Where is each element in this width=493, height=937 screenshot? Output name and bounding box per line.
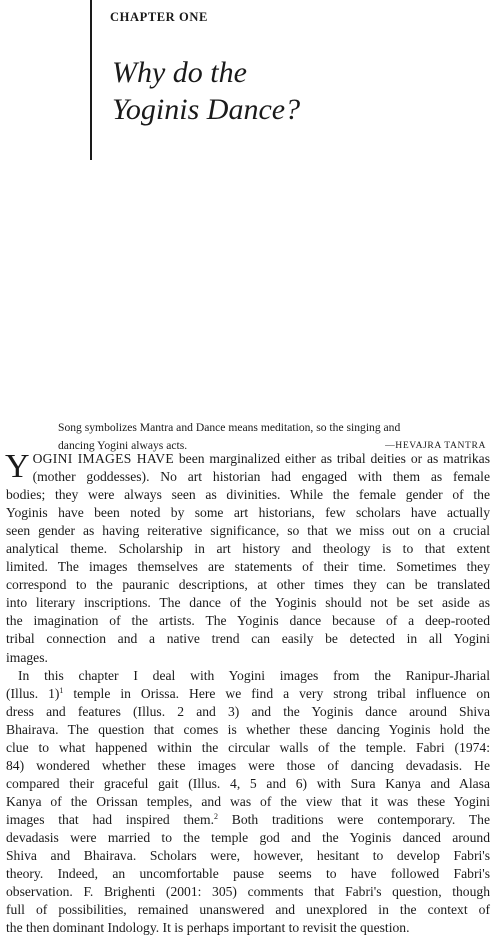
body-line: analytical theme. Scholarship in art history and theology is to that extent <box>6 541 490 557</box>
body-line: OGINI IMAGES HAVE been marginalized either as tribal deities or as matrikas <box>32 451 490 466</box>
body-line: observation. F. Brighenti (2001: 305) comments that Fabri's question, though <box>6 884 490 900</box>
body-line: Yoginis have been noted by some art historians, few scholars have actually <box>6 505 490 521</box>
drop-cap: Y <box>5 448 30 485</box>
body-line: full of possibilities, remained unanswered and unexplored in the context of <box>6 902 490 918</box>
body-line: Bhairava. The question that comes is whether these dancing Yoginis hold the <box>6 721 490 737</box>
body-line: clue to what happened within the circular walls of the temple. Fabri (1974: <box>6 739 490 755</box>
body-line: tribal connection and a native trend can easily be detected in all Yogini <box>6 631 490 647</box>
footnote-ref[interactable]: 2 <box>214 811 219 821</box>
body-line: the then dominant Indology. It is perhaps important to revisit the question. <box>6 920 410 936</box>
chapter-title <box>112 54 452 128</box>
body-line: dress and features (Illus. 2 and 3) and the Yoginis dance around Shiva <box>6 703 490 719</box>
epigraph-line-2: dancing Yogini always acts. <box>58 438 188 452</box>
body-line: the imagination of the artists. The Yoginis dance because of a deep-rooted <box>6 613 490 629</box>
epigraph-line-1: Song symbolizes Mantra and Dance means meditation, so the singing and <box>58 421 401 434</box>
body-line: images. <box>6 649 48 665</box>
epigraph-source: —HEVAJRA TANTRA <box>385 439 486 451</box>
body-line: (mother goddesses). No art historian had engaged with them as female <box>32 469 490 485</box>
chapter-label: CHAPTER ONE <box>110 10 208 24</box>
footnote-ref[interactable]: 1 <box>59 685 64 695</box>
epigraph <box>58 419 486 454</box>
body-line: bodies; they were always seen as divinities. While the female gender of the <box>6 487 490 503</box>
body-line: 84) wondered whether these images were those of dancing devadasis. He <box>6 757 490 773</box>
body-line: Shiva and Bhairava. Scholars were, however, hesitant to develop Fabri's <box>6 848 490 864</box>
body-line: correspond to the pauranic descriptions, at other times they can be translated <box>6 577 490 593</box>
body-line: (Illus. 1)$^1$ temple in Orissa. Here we find a very strong tribal influence on <box>6 685 490 701</box>
body-line: Kanya of the Orissan temples, and was of the view that it was these Yogini <box>6 793 490 809</box>
body-line: images that had inspired them.$^2$ Both traditions were contemporary. The <box>6 811 490 827</box>
chapter-title-line-2: Yoginis Dance? <box>112 93 301 126</box>
chapter-title-line-1: Why do the <box>112 56 247 89</box>
body-line: compared their graceful gait (Illus. 4, 5 and 6) with Sura Kanya and Alasa <box>6 775 490 791</box>
small-caps-lead: OGINI IMAGES HAVE <box>32 451 174 466</box>
body-line: into literary inscriptions. The dance of the Yoginis should not be set aside as <box>6 595 490 611</box>
paragraph-1 <box>6 450 490 667</box>
paragraph-2 <box>6 667 490 937</box>
body-text <box>6 450 490 937</box>
body-line: theory. Indeed, an uncomfortable pause seems to have followed Fabri's <box>6 866 490 882</box>
body-line: seen gender as having reiterative significance, so that we miss out on a crucial <box>6 523 490 539</box>
body-line: limited. The images themselves are statements of their time. Sometimes they <box>6 559 490 575</box>
chapter-vertical-rule <box>90 0 92 160</box>
body-line: In this chapter I deal with Yogini images from the Ranipur-Jharial <box>18 667 490 683</box>
body-line: devadasis were married to the temple god and the Yoginis danced around <box>6 829 490 845</box>
